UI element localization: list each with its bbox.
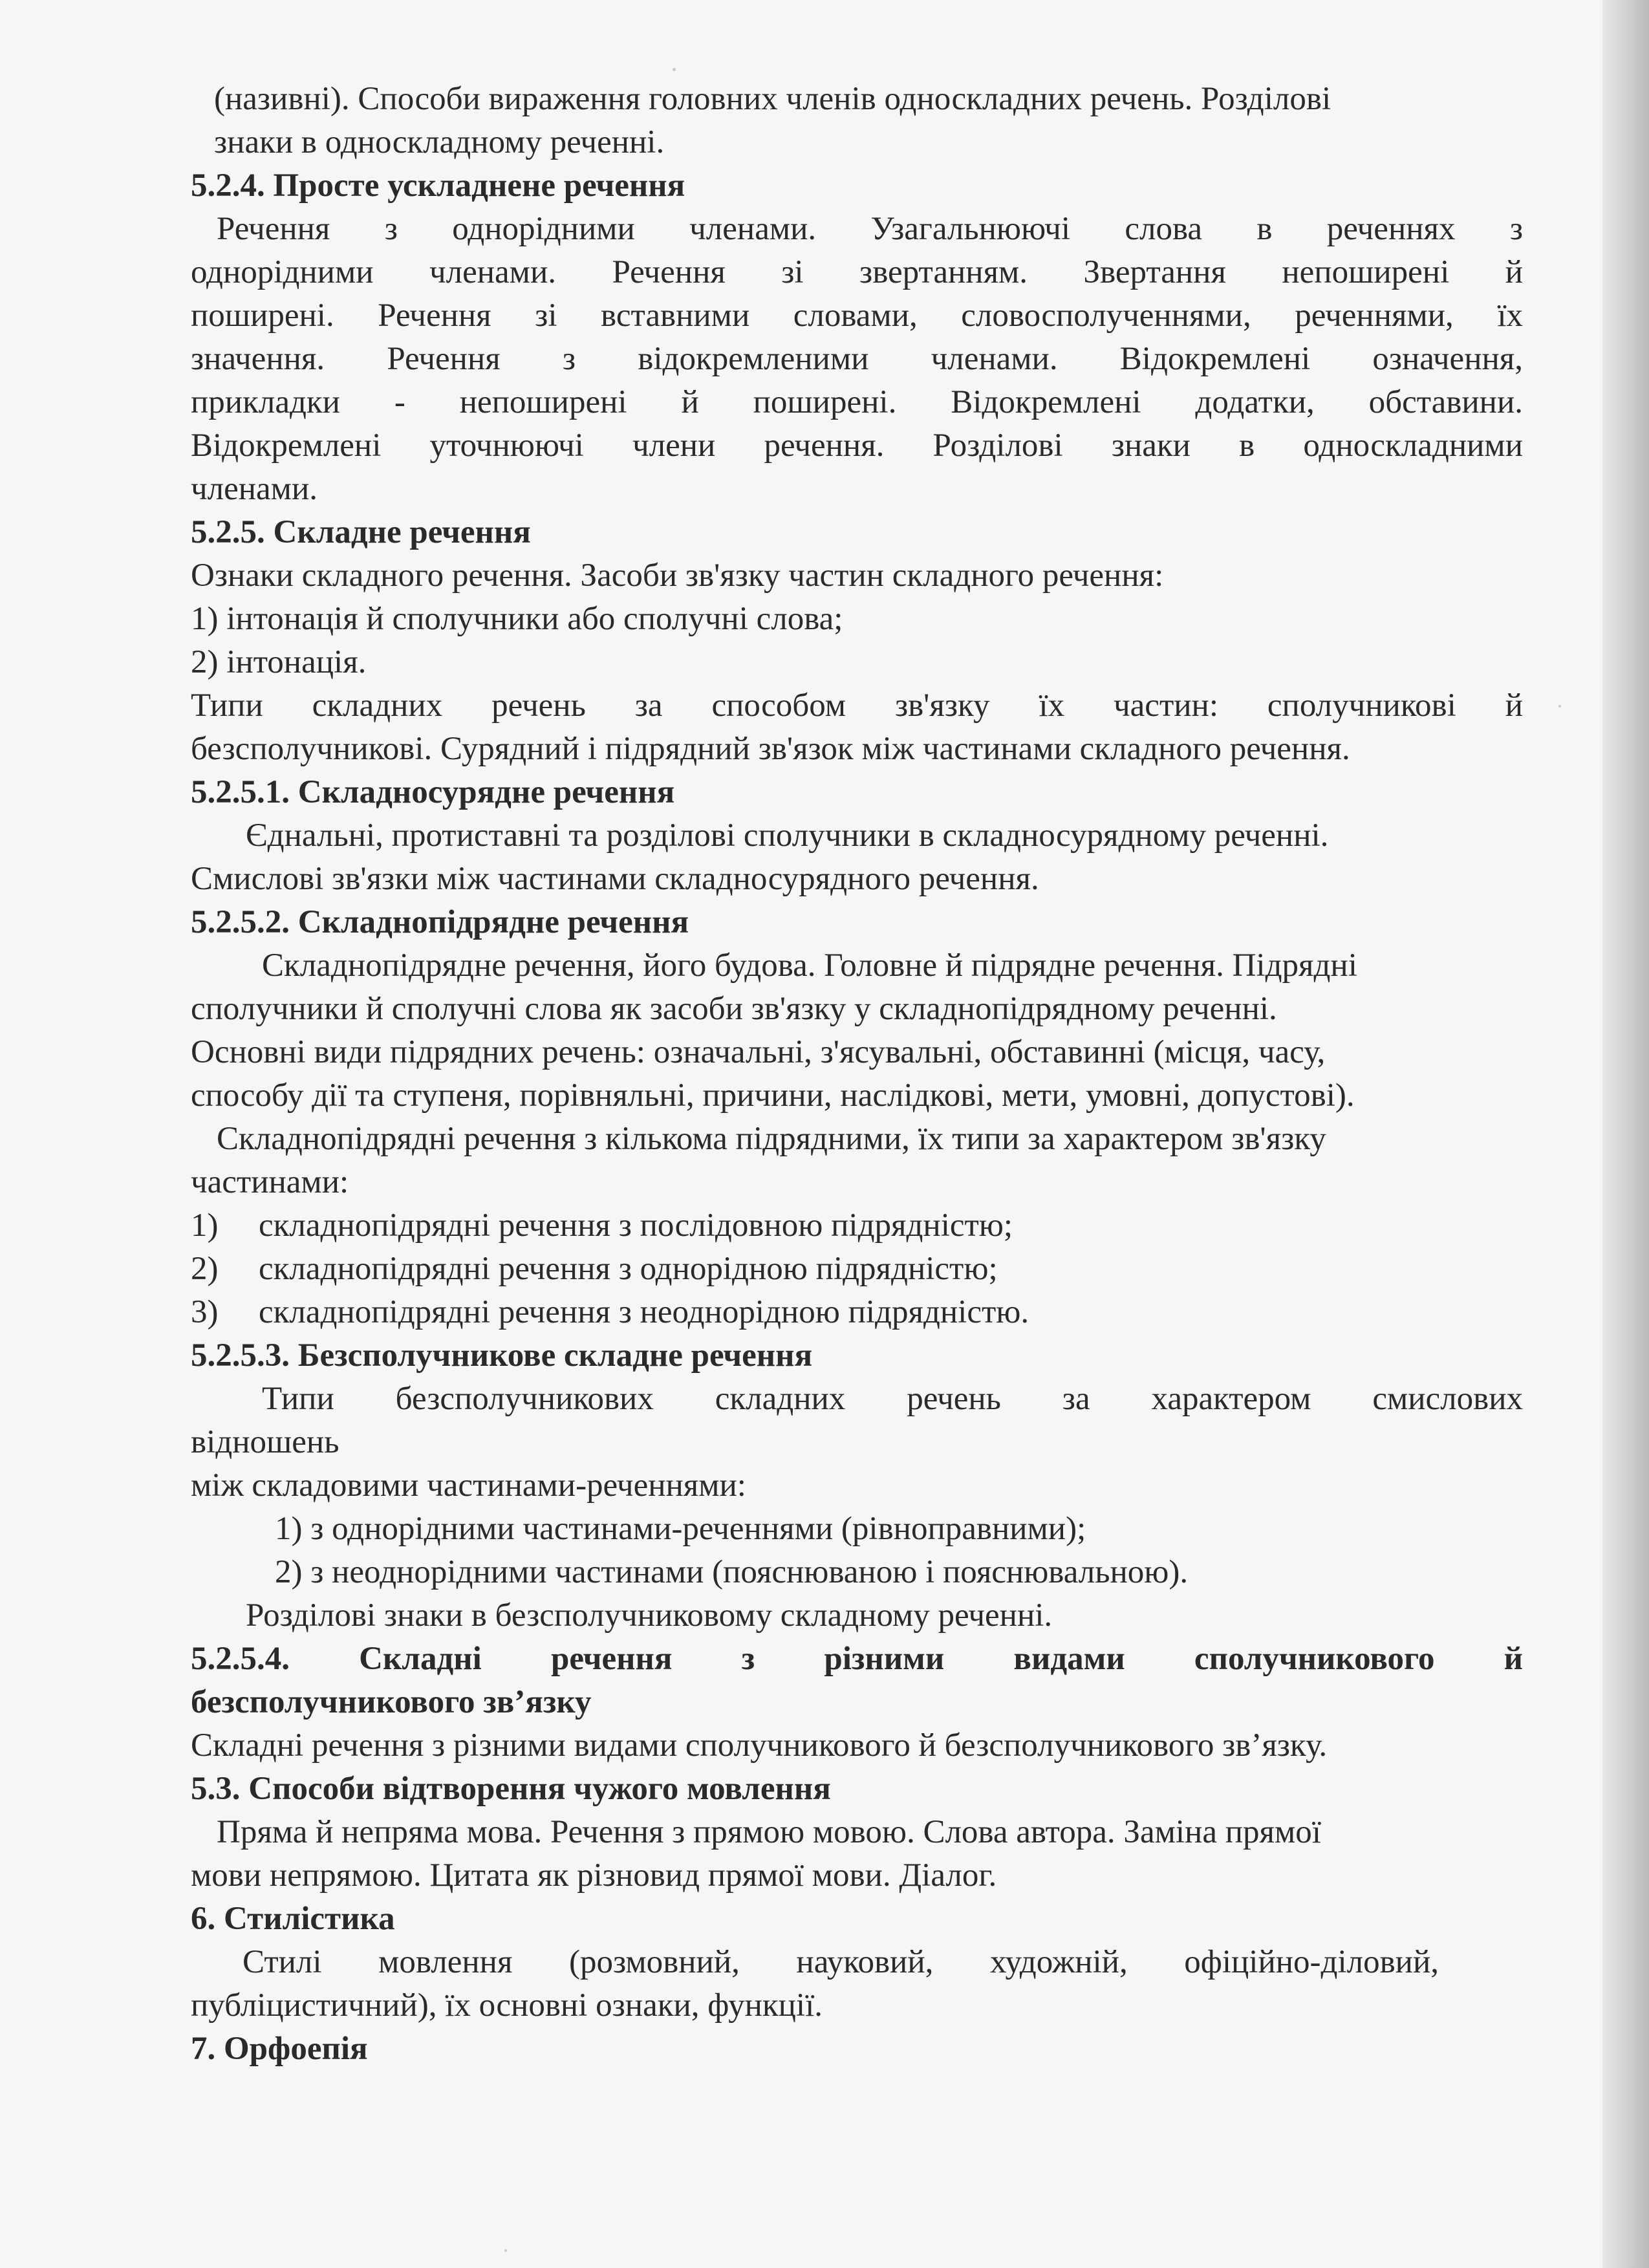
paragraph-line: безсполучникові. Сурядний і підрядний зв'язок між частинами складного речення. — [191, 731, 1350, 767]
paragraph-line: мови непрямою. Цитата як різновид прямої мови. Діалог. — [191, 1857, 997, 1894]
list-number: 3) — [191, 1294, 219, 1330]
list-item — [191, 1204, 1523, 1247]
paragraph-line: поширені. Речення зі вставними словами, словосполученнями, реченнями, їх — [191, 297, 1523, 334]
paragraph-line: однорідними членами. Речення зі звертанням. Звертання непоширені й — [191, 254, 1523, 290]
list-number: 1) — [191, 1207, 219, 1244]
paragraph-line: Речення з однорідними членами. Узагальнюючі слова в реченнях з — [217, 211, 1523, 247]
scan-dust — [673, 68, 676, 71]
section-heading: 5.2.5.4. Складні речення з різними видами сполучникового й — [191, 1641, 1523, 1677]
paragraph-line: Пряма й непряма мова. Речення з прямою мовою. Слова автора. Заміна прямої — [217, 1814, 1321, 1850]
paragraph-line: Типи складних речень за способом зв'язку їх частин: сполучникові й — [191, 687, 1523, 724]
list-item — [191, 1291, 1523, 1334]
paragraph-line: Ознаки складного речення. Засоби зв'язку частин складного речення: — [191, 557, 1164, 594]
paragraph-line: (називні). Способи вираження головних членів односкладних речень. Розділові — [214, 81, 1331, 117]
paragraph-line: сполучники й сполучні слова як засоби зв'язку у складнопідрядному реченні. — [191, 991, 1277, 1027]
paragraph-line: Типи безсполучникових складних речень за характером смислових — [262, 1381, 1523, 1417]
list-item: 1) інтонація й сполучники або сполучні слова; — [191, 601, 843, 637]
paragraph-line: між складовими частинами-реченнями: — [191, 1467, 746, 1504]
section-heading: 7. Орфоепія — [191, 2031, 368, 2067]
paragraph-line: Складнопідрядні речення з кількома підрядними, їх типи за характером зв'язку — [217, 1121, 1326, 1157]
paragraph-line: членами. — [191, 471, 318, 507]
paragraph-line: відношень — [191, 1424, 339, 1460]
paragraph-line: Смислові зв'язки між частинами складносурядного речення. — [191, 861, 1039, 897]
section-heading: 6. Стилістика — [191, 1901, 395, 1937]
list-number: 2) — [191, 1251, 219, 1287]
paragraph-line: Відокремлені уточнюючі члени речення. Розділові знаки в односкладними — [191, 427, 1523, 464]
paragraph-line: Основні види підрядних речень: означальні, з'ясувальні, обставинні (місця, часу, — [191, 1034, 1326, 1070]
scan-edge-shadow — [1602, 0, 1649, 2268]
document-body — [191, 78, 1523, 2071]
section-heading: 5.3. Способи відтворення чужого мовлення — [191, 1771, 831, 1807]
list-item: 2) з неоднорідними частинами (пояснюваною і пояснювальною). — [275, 1554, 1189, 1590]
list-item: 1) з однорідними частинами-реченнями (рівноправними); — [275, 1511, 1086, 1547]
list-item-text: складнопідрядні речення з однорідною підрядністю; — [259, 1251, 998, 1287]
list-item-text: складнопідрядні речення з неоднорідною підрядністю. — [259, 1294, 1029, 1330]
paragraph-line: Єднальні, протиставні та розділові сполучники в складносурядному реченні. — [246, 817, 1329, 854]
section-heading: 5.2.5.1. Складносурядне речення — [191, 774, 675, 810]
paragraph-line: прикладки - непоширені й поширені. Відокремлені додатки, обставини. — [191, 384, 1523, 420]
paragraph-line: Розділові знаки в безсполучниковому складному реченні. — [246, 1597, 1053, 1634]
section-heading: 5.2.4. Просте ускладнене речення — [191, 167, 685, 204]
section-heading: безсполучникового зв’язку — [191, 1684, 592, 1720]
paragraph-line: Стилі мовлення (розмовний, науковий, художній, офіційно-діловий, — [242, 1944, 1439, 1980]
paragraph-line: способу дії та ступеня, порівняльні, причини, наслідкові, мети, умовні, допустові). — [191, 1077, 1355, 1114]
list-item-text: складнопідрядні речення з послідовною підрядністю; — [259, 1207, 1013, 1244]
section-heading: 5.2.5.3. Безсполучникове складне речення — [191, 1337, 813, 1374]
section-heading: 5.2.5. Складне речення — [191, 514, 531, 550]
paragraph-line: публіцистичний), їх основні ознаки, функції. — [191, 1987, 823, 2024]
paragraph-line: Складні речення з різними видами сполучникового й безсполучникового зв’язку. — [191, 1727, 1328, 1764]
paragraph-line: значення. Речення з відокремленими членами. Відокремлені означення, — [191, 341, 1523, 377]
list-item: 2) інтонація. — [191, 644, 367, 680]
paragraph-line: частинами: — [191, 1164, 349, 1200]
scan-dust — [1558, 705, 1561, 707]
list-item — [191, 1247, 1523, 1291]
paragraph-line: Складнопідрядне речення, його будова. Головне й підрядне речення. Підрядні — [262, 947, 1357, 984]
paragraph-line: знаки в односкладному реченні. — [214, 124, 665, 160]
scan-dust — [504, 2249, 507, 2252]
section-heading: 5.2.5.2. Складнопідрядне речення — [191, 904, 689, 940]
